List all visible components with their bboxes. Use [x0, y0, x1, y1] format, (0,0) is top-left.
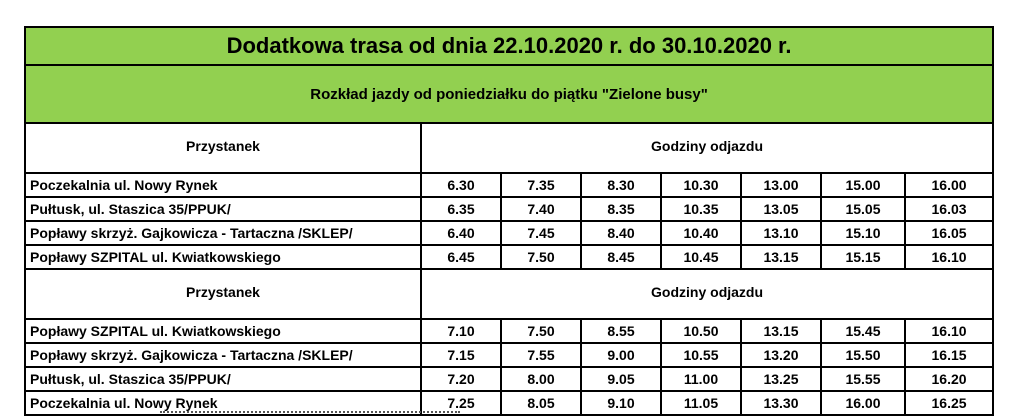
departure-time-cell: 7.35 — [501, 173, 581, 197]
departure-time-cell: 13.00 — [741, 173, 821, 197]
departure-time-cell: 13.15 — [741, 319, 821, 343]
departure-time-cell: 9.05 — [581, 367, 661, 391]
stop-name-cell: Popławy SZPITAL ul. Kwiatkowskiego — [25, 245, 421, 269]
table-row — [25, 221, 993, 245]
departure-time-cell: 16.20 — [905, 367, 993, 391]
table-row — [25, 245, 993, 269]
departure-time-cell: 6.35 — [421, 197, 501, 221]
departure-time-cell: 7.15 — [421, 343, 501, 367]
stop-column-header: Przystanek — [25, 269, 421, 319]
departure-time-cell: 15.45 — [821, 319, 905, 343]
timetable — [24, 26, 994, 416]
departure-time-cell: 7.40 — [501, 197, 581, 221]
timetable-subtitle: Rozkład jazdy od poniedziałku do piątku "Zielone busy" — [25, 65, 993, 123]
departure-time-cell: 13.15 — [741, 245, 821, 269]
departure-time-cell: 15.50 — [821, 343, 905, 367]
section-header-row — [25, 123, 993, 173]
departure-time-cell: 8.40 — [581, 221, 661, 245]
departure-time-cell: 6.40 — [421, 221, 501, 245]
departure-time-cell: 8.35 — [581, 197, 661, 221]
table-row — [25, 173, 993, 197]
departure-time-cell: 13.30 — [741, 391, 821, 415]
departure-time-cell: 15.10 — [821, 221, 905, 245]
table-row — [25, 319, 993, 343]
timetable-title: Dodatkowa trasa od dnia 22.10.2020 r. do 30.10.2020 r. — [25, 27, 993, 65]
departure-time-cell: 10.50 — [661, 319, 741, 343]
departure-time-cell: 16.03 — [905, 197, 993, 221]
departure-time-cell: 16.15 — [905, 343, 993, 367]
departure-time-cell: 10.40 — [661, 221, 741, 245]
departure-time-cell: 13.10 — [741, 221, 821, 245]
departure-time-cell: 11.00 — [661, 367, 741, 391]
departure-time-cell: 9.00 — [581, 343, 661, 367]
departure-time-cell: 10.45 — [661, 245, 741, 269]
section-header-row — [25, 269, 993, 319]
departure-time-cell: 15.15 — [821, 245, 905, 269]
departure-time-cell: 7.55 — [501, 343, 581, 367]
departure-time-cell: 7.25 — [421, 391, 501, 415]
departure-time-cell: 8.30 — [581, 173, 661, 197]
departure-time-cell: 16.00 — [821, 391, 905, 415]
departure-time-cell: 7.50 — [501, 245, 581, 269]
times-column-header: Godziny odjazdu — [421, 269, 993, 319]
timetable-frame — [24, 26, 992, 416]
departure-time-cell: 11.05 — [661, 391, 741, 415]
departure-time-cell: 8.55 — [581, 319, 661, 343]
stop-name-cell: Poczekalnia ul. Nowy Rynek — [25, 173, 421, 197]
footer-dotted-line — [160, 411, 460, 417]
departure-time-cell: 13.20 — [741, 343, 821, 367]
table-row — [25, 343, 993, 367]
stop-name-cell: Popławy SZPITAL ul. Kwiatkowskiego — [25, 319, 421, 343]
stop-name-cell: Poczekalnia ul. Nowy Rynek — [25, 391, 421, 415]
departure-time-cell: 7.10 — [421, 319, 501, 343]
stop-name-cell: Pułtusk, ul. Staszica 35/PPUK/ — [25, 367, 421, 391]
departure-time-cell: 10.30 — [661, 173, 741, 197]
departure-time-cell: 6.45 — [421, 245, 501, 269]
departure-time-cell: 10.55 — [661, 343, 741, 367]
departure-time-cell: 13.05 — [741, 197, 821, 221]
departure-time-cell: 10.35 — [661, 197, 741, 221]
departure-time-cell: 16.05 — [905, 221, 993, 245]
departure-time-cell: 9.10 — [581, 391, 661, 415]
stop-name-cell: Popławy skrzyż. Gajkowicza - Tartaczna /SKLEP/ — [25, 343, 421, 367]
stop-name-cell: Popławy skrzyż. Gajkowicza - Tartaczna /SKLEP/ — [25, 221, 421, 245]
departure-time-cell: 16.00 — [905, 173, 993, 197]
departure-time-cell: 15.00 — [821, 173, 905, 197]
departure-time-cell: 15.55 — [821, 367, 905, 391]
table-row — [25, 367, 993, 391]
departure-time-cell: 7.50 — [501, 319, 581, 343]
departure-time-cell: 8.45 — [581, 245, 661, 269]
stop-name-cell: Pułtusk, ul. Staszica 35/PPUK/ — [25, 197, 421, 221]
departure-time-cell: 13.25 — [741, 367, 821, 391]
departure-time-cell: 16.25 — [905, 391, 993, 415]
departure-time-cell: 16.10 — [905, 319, 993, 343]
departure-time-cell: 6.30 — [421, 173, 501, 197]
times-column-header: Godziny odjazdu — [421, 123, 993, 173]
departure-time-cell: 8.00 — [501, 367, 581, 391]
departure-time-cell: 15.05 — [821, 197, 905, 221]
departure-time-cell: 16.10 — [905, 245, 993, 269]
departure-time-cell: 7.20 — [421, 367, 501, 391]
departure-time-cell: 7.45 — [501, 221, 581, 245]
table-row — [25, 197, 993, 221]
stop-column-header: Przystanek — [25, 123, 421, 173]
departure-time-cell: 8.05 — [501, 391, 581, 415]
